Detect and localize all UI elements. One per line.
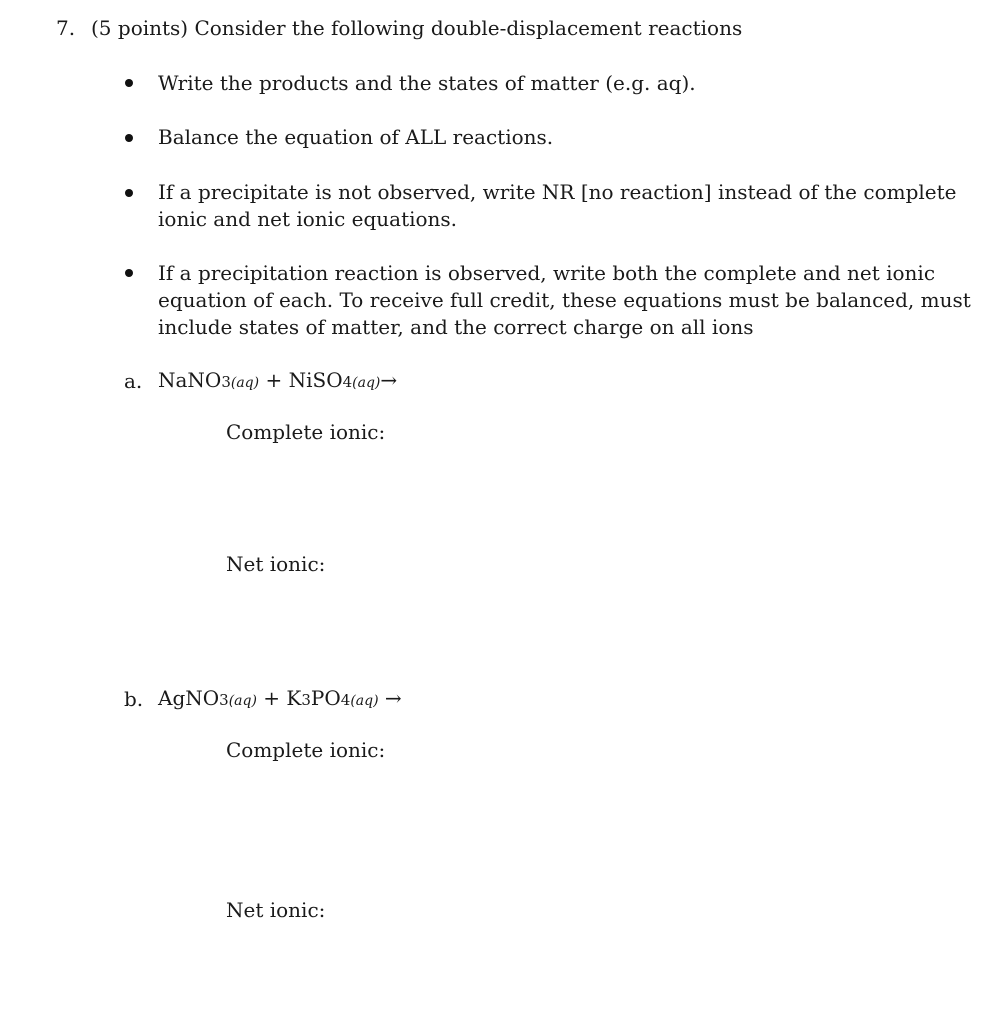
part-a-label: a. [124, 369, 143, 393]
reactant-formula: AgNO [158, 686, 220, 710]
part-a-net-ionic-label: Net ionic: [226, 552, 326, 576]
bullet-balance-instruction: Balance the equation of ALL reactions. [158, 125, 554, 149]
part-b-net-ionic-label: Net ionic: [226, 898, 326, 922]
bullet-dot [125, 134, 133, 142]
bullet-no-reaction-instruction: If a precipitate is not observed, write NR [no reaction] instead of the complete ionic and net ionic equations. [158, 180, 957, 231]
reactant-state: (aq) [230, 375, 260, 391]
part-b-label: b. [124, 687, 144, 711]
part-b-complete-ionic-label: Complete ionic: [226, 738, 386, 762]
reactant-subscript: 3 [221, 373, 231, 391]
question-title: (5 points) Consider the following double-displacement reactions [91, 16, 743, 40]
reactant-formula: NaNO [158, 368, 222, 392]
plus-sign: + [263, 686, 281, 710]
plus-sign: + [265, 368, 283, 392]
reactant-formula: PO [310, 686, 341, 710]
part-a-equation [158, 368, 397, 392]
bullet-dot [125, 269, 133, 277]
bullet-dot [125, 79, 133, 87]
bullet-products-instruction: Write the products and the states of matter (e.g. aq). [158, 71, 696, 95]
reactant-state: (aq) [350, 693, 379, 709]
part-a-complete-ionic-label: Complete ionic: [226, 420, 386, 444]
reactant-subscript: 4 [342, 373, 353, 391]
reactant-state: (aq) [352, 375, 381, 391]
reactant-formula: NiSO [288, 368, 343, 392]
reactant-prefix-subscript: 3 [301, 691, 311, 709]
reaction-arrow: → [380, 368, 398, 392]
bullet-dot [125, 189, 133, 197]
reaction-arrow: → [384, 686, 402, 710]
part-b-equation [158, 686, 402, 710]
reactant-state: (aq) [228, 693, 257, 709]
bullet-precipitation-instruction: If a precipitation reaction is observed, write both the complete and net ionic equation of each. To receive full credit, these equations must be balanced, must include states of matter, and the correct charge on all ions [158, 261, 971, 339]
reactant-formula-prefix: K [286, 686, 302, 710]
reactant-subscript: 3 [219, 691, 229, 709]
question-number: 7. [56, 16, 76, 40]
reactant-subscript: 4 [340, 691, 351, 709]
